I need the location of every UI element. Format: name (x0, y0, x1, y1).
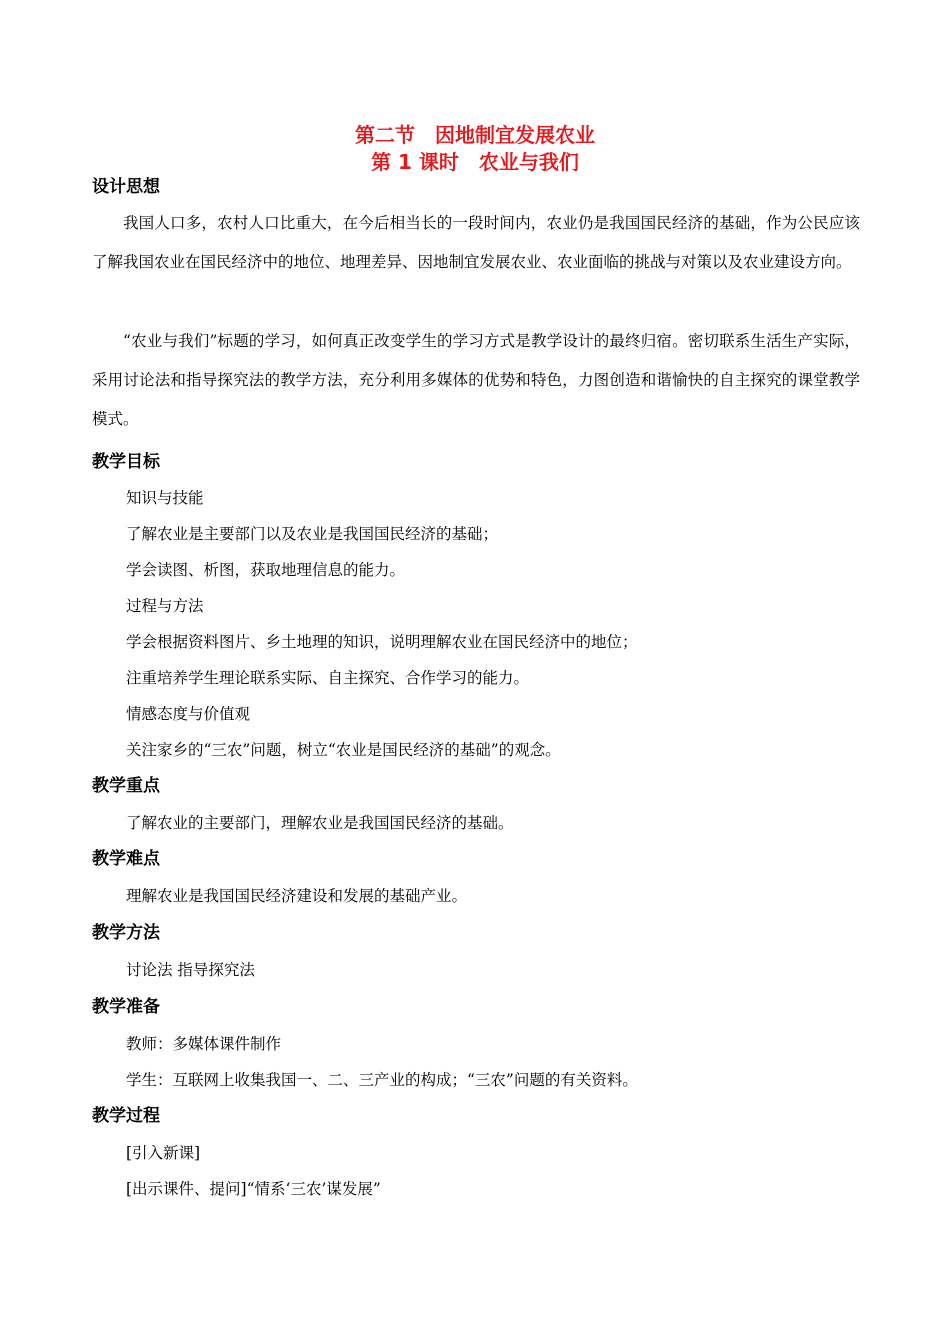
preparation-student: 学生：互联网上收集我国一、二、三产业的构成；“三农”问题的有关资料。 (126, 1071, 638, 1089)
objective-line: 了解农业是主要部门以及农业是我国国民经济的基础； (126, 525, 499, 543)
methods-heading: 教学方法 (92, 923, 160, 943)
objectives-heading: 教学目标 (92, 452, 160, 472)
objective-line: 过程与方法 (126, 597, 204, 615)
process-line: [出示课件、提问]“情系‘三农’谋发展” (126, 1180, 381, 1198)
objective-line: 情感态度与价值观 (126, 705, 251, 723)
objective-line: 学会根据资料图片、乡土地理的知识，说明理解农业在国民经济中的地位； (126, 633, 638, 651)
lesson-title: 第 1 课时 农业与我们 (371, 150, 579, 174)
difficulties-text: 理解农业是我国国民经济建设和发展的基础产业。 (126, 887, 468, 905)
preparation-heading: 教学准备 (92, 997, 160, 1017)
methods-text: 讨论法 指导探究法 (126, 961, 255, 979)
design-thoughts-paragraph-2: “农业与我们”标题的学习，如何真正改变学生的学习方式是教学设计的最终归宿。密切联系生活生产实际，采用讨论法和指导探究法的教学方法，充分利用多媒体的优势和特色，力图创造和谐愉快的自主探究的课堂教学模式。 (92, 332, 860, 428)
objective-line: 学会读图、析图，获取地理信息的能力。 (126, 561, 406, 579)
key-points-text: 了解农业的主要部门，理解农业是我国国民经济的基础。 (126, 814, 514, 832)
key-points-heading: 教学重点 (92, 776, 160, 796)
process-heading: 教学过程 (92, 1106, 160, 1126)
difficulties-heading: 教学难点 (92, 849, 160, 869)
objective-line: 关注家乡的“三农”问题，树立“农业是国民经济的基础”的观念。 (126, 741, 561, 759)
preparation-teacher: 教师：多媒体课件制作 (126, 1035, 282, 1053)
objective-line: 注重培养学生理论联系实际、自主探究、合作学习的能力。 (126, 669, 530, 687)
section-title: 第二节 因地制宜发展农业 (355, 123, 595, 147)
objective-line: 知识与技能 (126, 489, 204, 507)
process-line: [引入新课] (126, 1144, 201, 1162)
design-thoughts-heading: 设计思想 (92, 177, 160, 197)
design-thoughts-paragraph-1: 我国人口多，农村人口比重大，在今后相当长的一段时间内，农业仍是我国国民经济的基础，作为公民应该了解我国农业在国民经济中的地位、地理差异、因地制宜发展农业、农业面临的挑战与对策以及农业建设方向。 (92, 214, 860, 271)
